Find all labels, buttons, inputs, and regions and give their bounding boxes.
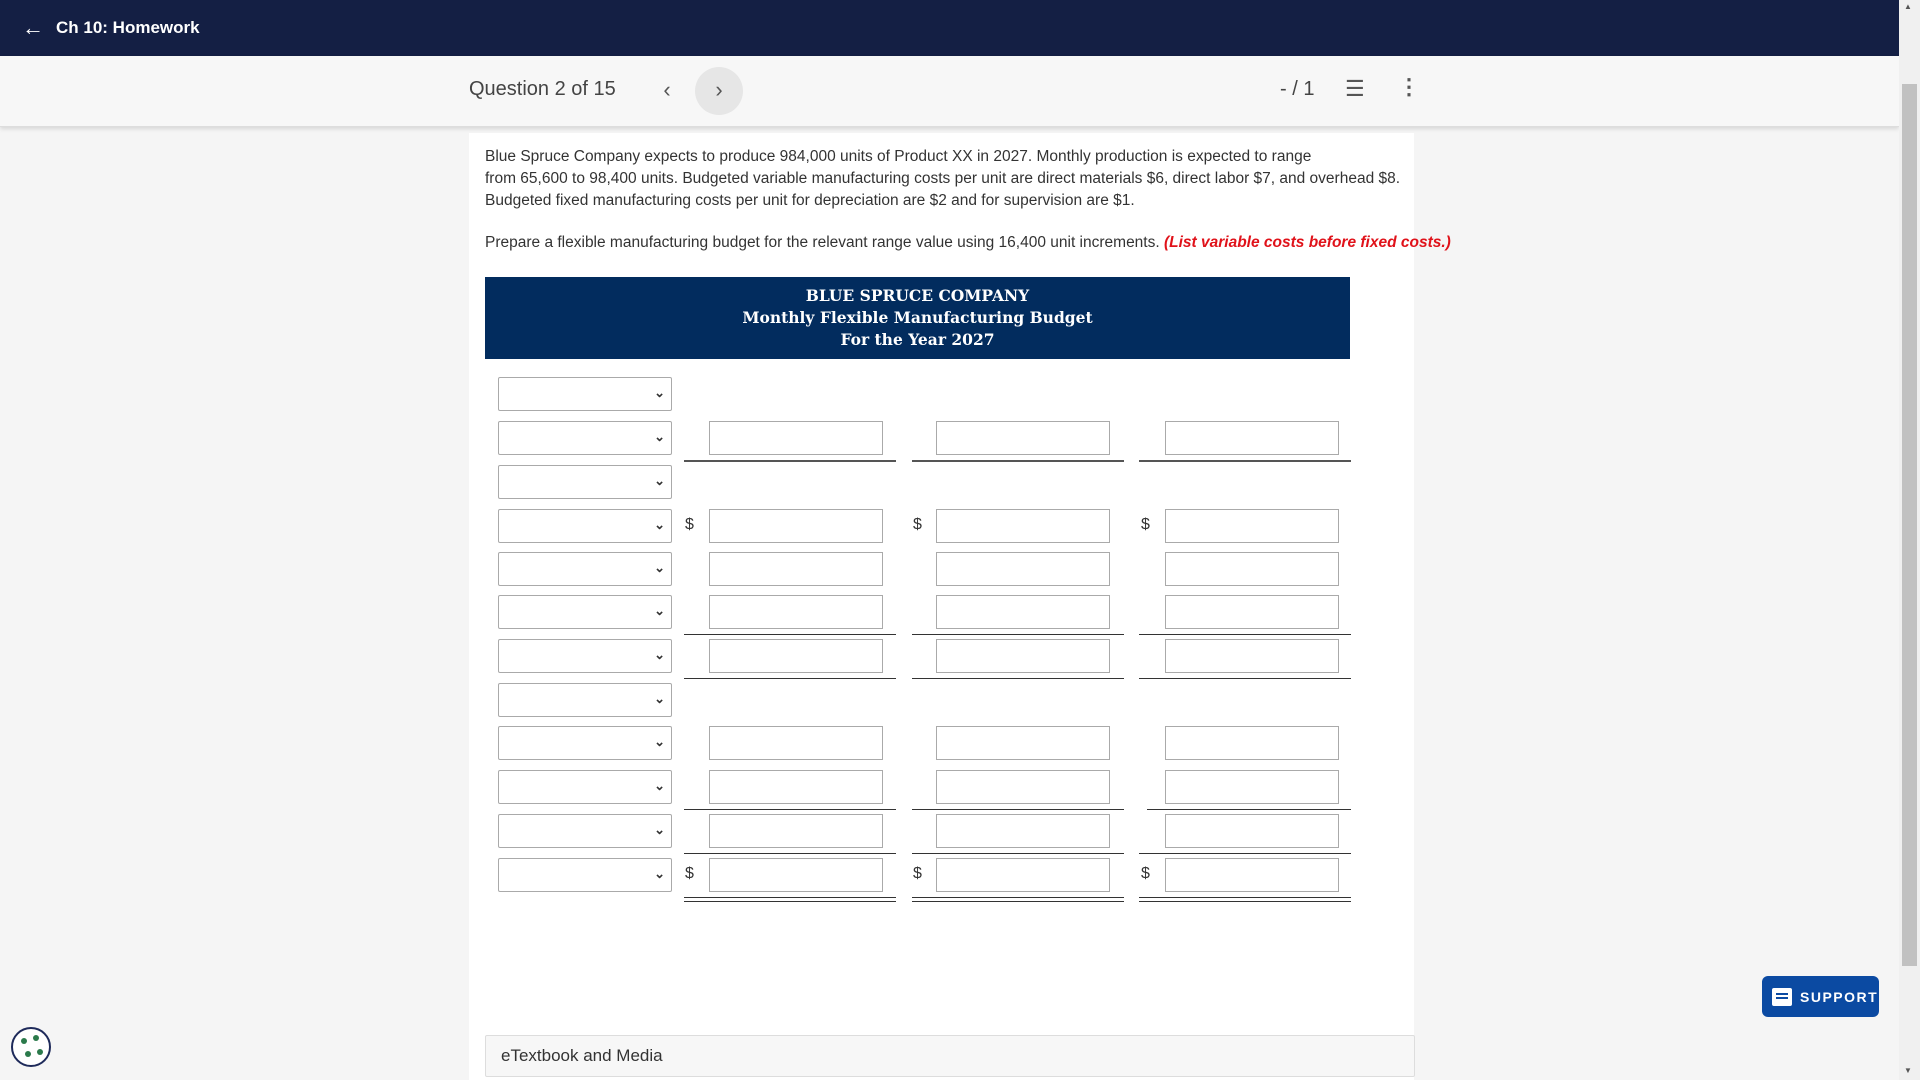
amount-input-col-3[interactable] (1165, 552, 1339, 586)
amount-input-col-3[interactable] (1165, 595, 1339, 629)
assignment-title[interactable]: Ch 10: Homework (56, 18, 200, 37)
line-item-dropdown[interactable] (498, 595, 672, 629)
amount-input-col-3[interactable] (1165, 509, 1339, 543)
etextbook-media-panel[interactable]: eTextbook and Media (485, 1035, 1415, 1077)
chevron-down-icon: ⌄ (654, 517, 665, 532)
line-item-dropdown[interactable] (498, 770, 672, 804)
budget-period: For the Year 2027 (840, 330, 995, 349)
amount-input-col-1[interactable] (709, 552, 883, 586)
chevron-down-icon: ⌄ (654, 647, 665, 662)
line-item-dropdown[interactable] (498, 639, 672, 673)
top-nav-bar (0, 0, 1899, 56)
total-rule (684, 897, 896, 902)
chevron-down-icon: ⌄ (654, 822, 665, 837)
line-item-dropdown[interactable] (498, 377, 672, 411)
chevron-down-icon: ⌄ (654, 429, 665, 444)
line-item-dropdown[interactable] (498, 552, 672, 586)
line-item-dropdown[interactable] (498, 858, 672, 892)
support-button[interactable]: SUPPORT (1762, 976, 1879, 1017)
page-scrollbar[interactable] (1899, 0, 1920, 1080)
budget-title: Monthly Flexible Manufacturing Budget (742, 308, 1093, 327)
amount-input-col-2[interactable] (936, 770, 1110, 804)
budget-row (469, 845, 1414, 899)
line-item-dropdown[interactable] (498, 726, 672, 760)
back-arrow-icon[interactable]: ← (22, 15, 44, 40)
amount-input-col-1[interactable] (709, 858, 883, 892)
question-toolbar (0, 56, 1899, 127)
amount-input-col-1[interactable] (709, 595, 883, 629)
question-content (469, 133, 1451, 1080)
chevron-down-icon: ⌄ (654, 734, 665, 749)
instruction-note: (List variable costs before fixed costs.) (1163, 234, 1451, 251)
chevron-down-icon: ⌄ (654, 603, 665, 618)
total-rule (1139, 897, 1351, 902)
amount-input-col-1[interactable] (709, 814, 883, 848)
amount-input-col-3[interactable] (1165, 639, 1339, 673)
line-item-dropdown[interactable] (498, 421, 672, 455)
dollar-sign: $ (913, 516, 922, 533)
amount-input-col-2[interactable] (936, 858, 1110, 892)
dollar-sign: $ (1141, 516, 1150, 533)
amount-input-col-2[interactable] (936, 639, 1110, 673)
cookie-settings-icon[interactable] (11, 1027, 51, 1067)
line-item-dropdown[interactable] (498, 509, 672, 543)
chevron-down-icon: ⌄ (654, 473, 665, 488)
amount-input-col-2[interactable] (936, 814, 1110, 848)
amount-input-col-3[interactable] (1165, 726, 1339, 760)
more-options-icon[interactable]: ⋮ (1398, 74, 1420, 99)
amount-input-col-3[interactable] (1165, 814, 1339, 848)
question-score: - / 1 (1280, 78, 1315, 100)
amount-input-col-2[interactable] (936, 726, 1110, 760)
line-item-dropdown[interactable] (498, 683, 672, 717)
chevron-down-icon: ⌄ (654, 560, 665, 575)
dollar-sign: $ (1141, 865, 1150, 882)
amount-input-col-1[interactable] (709, 509, 883, 543)
company-name: BLUE SPRUCE COMPANY (805, 286, 1030, 305)
amount-input-col-2[interactable] (936, 421, 1110, 455)
problem-statement: Blue Spruce Company expects to produce 984,000 units of Product XX in 2027. Monthly production is expected to range from 65,600 to 98,400 units. Budgeted variable manufacturing costs per unit are direct materials $6, direct labor $7, and overhead $8. Budgeted fixed manufacturing costs per unit for depreciation are $2 and for supervision are $1. (485, 148, 1401, 209)
scrollbar-thumb[interactable] (1902, 84, 1917, 966)
chevron-down-icon: ⌄ (654, 866, 665, 881)
scroll-up-icon[interactable]: ▲ (1904, 2, 1912, 11)
chevron-down-icon: ⌄ (654, 385, 665, 400)
chevron-down-icon: ⌄ (654, 778, 665, 793)
amount-input-col-2[interactable] (936, 509, 1110, 543)
amount-input-col-3[interactable] (1165, 421, 1339, 455)
line-item-dropdown[interactable] (498, 465, 672, 499)
dollar-sign: $ (913, 865, 922, 882)
next-question-button[interactable]: › (695, 67, 743, 115)
question-counter: Question 2 of 15 (469, 78, 616, 100)
total-rule (912, 897, 1124, 902)
chevron-down-icon: ⌄ (654, 691, 665, 706)
amount-input-col-1[interactable] (709, 421, 883, 455)
line-item-dropdown[interactable] (498, 814, 672, 848)
amount-input-col-1[interactable] (709, 726, 883, 760)
amount-input-col-1[interactable] (709, 770, 883, 804)
dollar-sign: $ (685, 865, 694, 882)
question-list-icon[interactable]: ☰ (1345, 76, 1365, 101)
amount-input-col-1[interactable] (709, 639, 883, 673)
amount-input-col-2[interactable] (936, 552, 1110, 586)
scroll-down-icon[interactable]: ▼ (1904, 1066, 1912, 1075)
amount-input-col-3[interactable] (1165, 858, 1339, 892)
amount-input-col-2[interactable] (936, 595, 1110, 629)
amount-input-col-3[interactable] (1165, 770, 1339, 804)
problem-instruction: Prepare a flexible manufacturing budget for the relevant range value using 16,400 unit increments. (List variable costs before fixed costs.) (485, 234, 1451, 251)
dollar-sign: $ (685, 516, 694, 533)
chat-icon (1772, 988, 1792, 1006)
budget-header (485, 277, 1350, 359)
previous-question-icon[interactable]: ‹ (663, 77, 671, 102)
